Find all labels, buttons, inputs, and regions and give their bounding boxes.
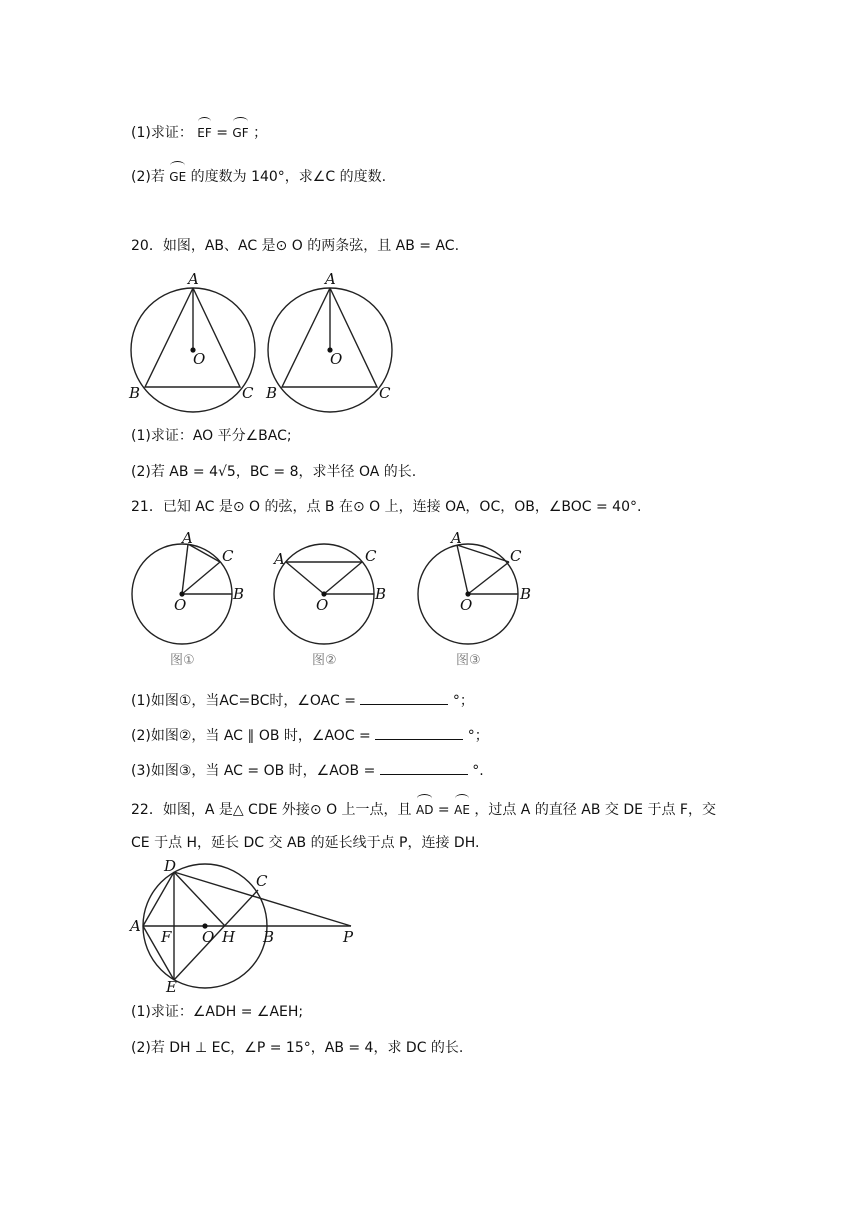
q20-stem: 20．如图，AB、AC 是⊙ O 的两条弦，且 AB = AC. (131, 238, 460, 254)
q22-part2: (2)若 DH ⊥ EC，∠P = 15°，AB = 4，求 DC 的长. (131, 1040, 464, 1056)
q21-part1-text: (1)如图①，当AC=BC时，∠OAC = (131, 693, 356, 709)
q19-arc-gf: GF (232, 120, 248, 143)
q21-f1-label-c: C (222, 547, 234, 565)
q20-figure-2 (263, 270, 393, 400)
q21-part2-text: (2)如图②，当 AC ∥ OB 时，∠AOC = (131, 728, 371, 744)
q19-part1-suffix: ； (253, 125, 268, 141)
q20-f1-label-c: C (242, 384, 254, 402)
q21-f3-label-a: A (451, 529, 462, 547)
q20-f1-label-b: B (129, 384, 141, 402)
q21-f3-label-b: B (520, 585, 532, 603)
q22-figure (126, 858, 366, 998)
q21-answer-blank-3[interactable] (380, 760, 468, 775)
q21-caption-2: 图② (312, 653, 337, 668)
q22-arc-ae: AE (454, 797, 470, 820)
q22-stem-suffix: ，过点 A 的直径 AB 交 DE 于点 F，交 (474, 802, 716, 818)
q20-f1-label-o: O (193, 350, 206, 368)
q21-part2-unit: °； (467, 728, 489, 744)
q21-figure-1 (126, 530, 256, 675)
q22-part1: (1)求证：∠ADH = ∠AEH; (131, 1004, 304, 1020)
q21-part3 (131, 760, 484, 781)
q21-f1-label-a: A (182, 529, 193, 547)
q22-label-a: A (130, 917, 141, 935)
q22-stem-line2: CE 于点 H，延长 DC 交 AB 的延长线于点 P，连接 DH. (131, 835, 480, 851)
q21-part1 (131, 690, 474, 711)
q20-part2: (2)若 AB = 4√5，BC = 8，求半径 OA 的长. (131, 464, 417, 480)
q21-f3-label-o: O (460, 596, 473, 614)
q22-label-p: P (343, 928, 354, 946)
q21-f2-label-c: C (365, 547, 377, 565)
q22-label-e: E (166, 978, 177, 996)
q20-part1: (1)求证：AO 平分∠BAC; (131, 428, 292, 444)
q22-label-c: C (256, 872, 268, 890)
q22-label-o: O (202, 928, 215, 946)
q20-f2-label-o: O (330, 350, 343, 368)
q21-part1-unit: °； (452, 693, 474, 709)
q21-answer-blank-2[interactable] (375, 725, 463, 740)
q21-part3-text: (3)如图③，当 AC = OB 时，∠AOB = (131, 763, 376, 779)
q21-f3-label-c: C (510, 547, 522, 565)
q20-f1-label-a: A (188, 270, 199, 288)
q21-stem: 21．已知 AC 是⊙ O 的弦，点 B 在⊙ O 上，连接 OA，OC，OB，∠BOC = 40°. (131, 499, 642, 515)
q21-f2-label-b: B (375, 585, 387, 603)
q19-arc-ge: GE (169, 164, 186, 187)
q21-caption-3: 图③ (456, 653, 481, 668)
q22-label-h: H (222, 928, 236, 946)
q21-caption-1: 图① (170, 653, 195, 668)
q21-f2-label-a: A (274, 550, 285, 568)
q22-label-f: F (161, 928, 172, 946)
q22-eq: = (437, 802, 450, 818)
q19-part1-prefix: (1)求证： (131, 125, 193, 141)
q19-part2-suffix: 的度数为 140°，求∠C 的度数. (190, 169, 387, 185)
q20-figure-1 (126, 270, 256, 400)
q20-f2-label-b: B (266, 384, 278, 402)
q21-figure-3 (412, 530, 542, 675)
q19-arc-ef: EF (197, 120, 211, 143)
q22-arc-ad: AD (416, 797, 433, 820)
q21-f2-label-o: O (316, 596, 329, 614)
q22-stem-prefix: 22．如图，A 是△ CDE 外接⊙ O 上一点，且 (131, 802, 412, 818)
q21-figure-2 (268, 530, 398, 675)
q21-part2 (131, 725, 489, 746)
q21-answer-blank-1[interactable] (360, 690, 448, 705)
q21-part3-unit: °. (472, 763, 484, 779)
q19-eq: = (216, 125, 228, 141)
q19-part1 (131, 120, 267, 143)
q22-label-d: D (164, 857, 177, 875)
q21-f1-label-b: B (233, 585, 245, 603)
q20-f2-label-a: A (325, 270, 336, 288)
q22-stem-line1 (131, 797, 716, 820)
q21-f1-label-o: O (174, 596, 187, 614)
q19-part2-prefix: (2)若 (131, 169, 165, 185)
q20-f2-label-c: C (379, 384, 391, 402)
q19-part2 (131, 164, 386, 187)
q22-label-b: B (263, 928, 275, 946)
